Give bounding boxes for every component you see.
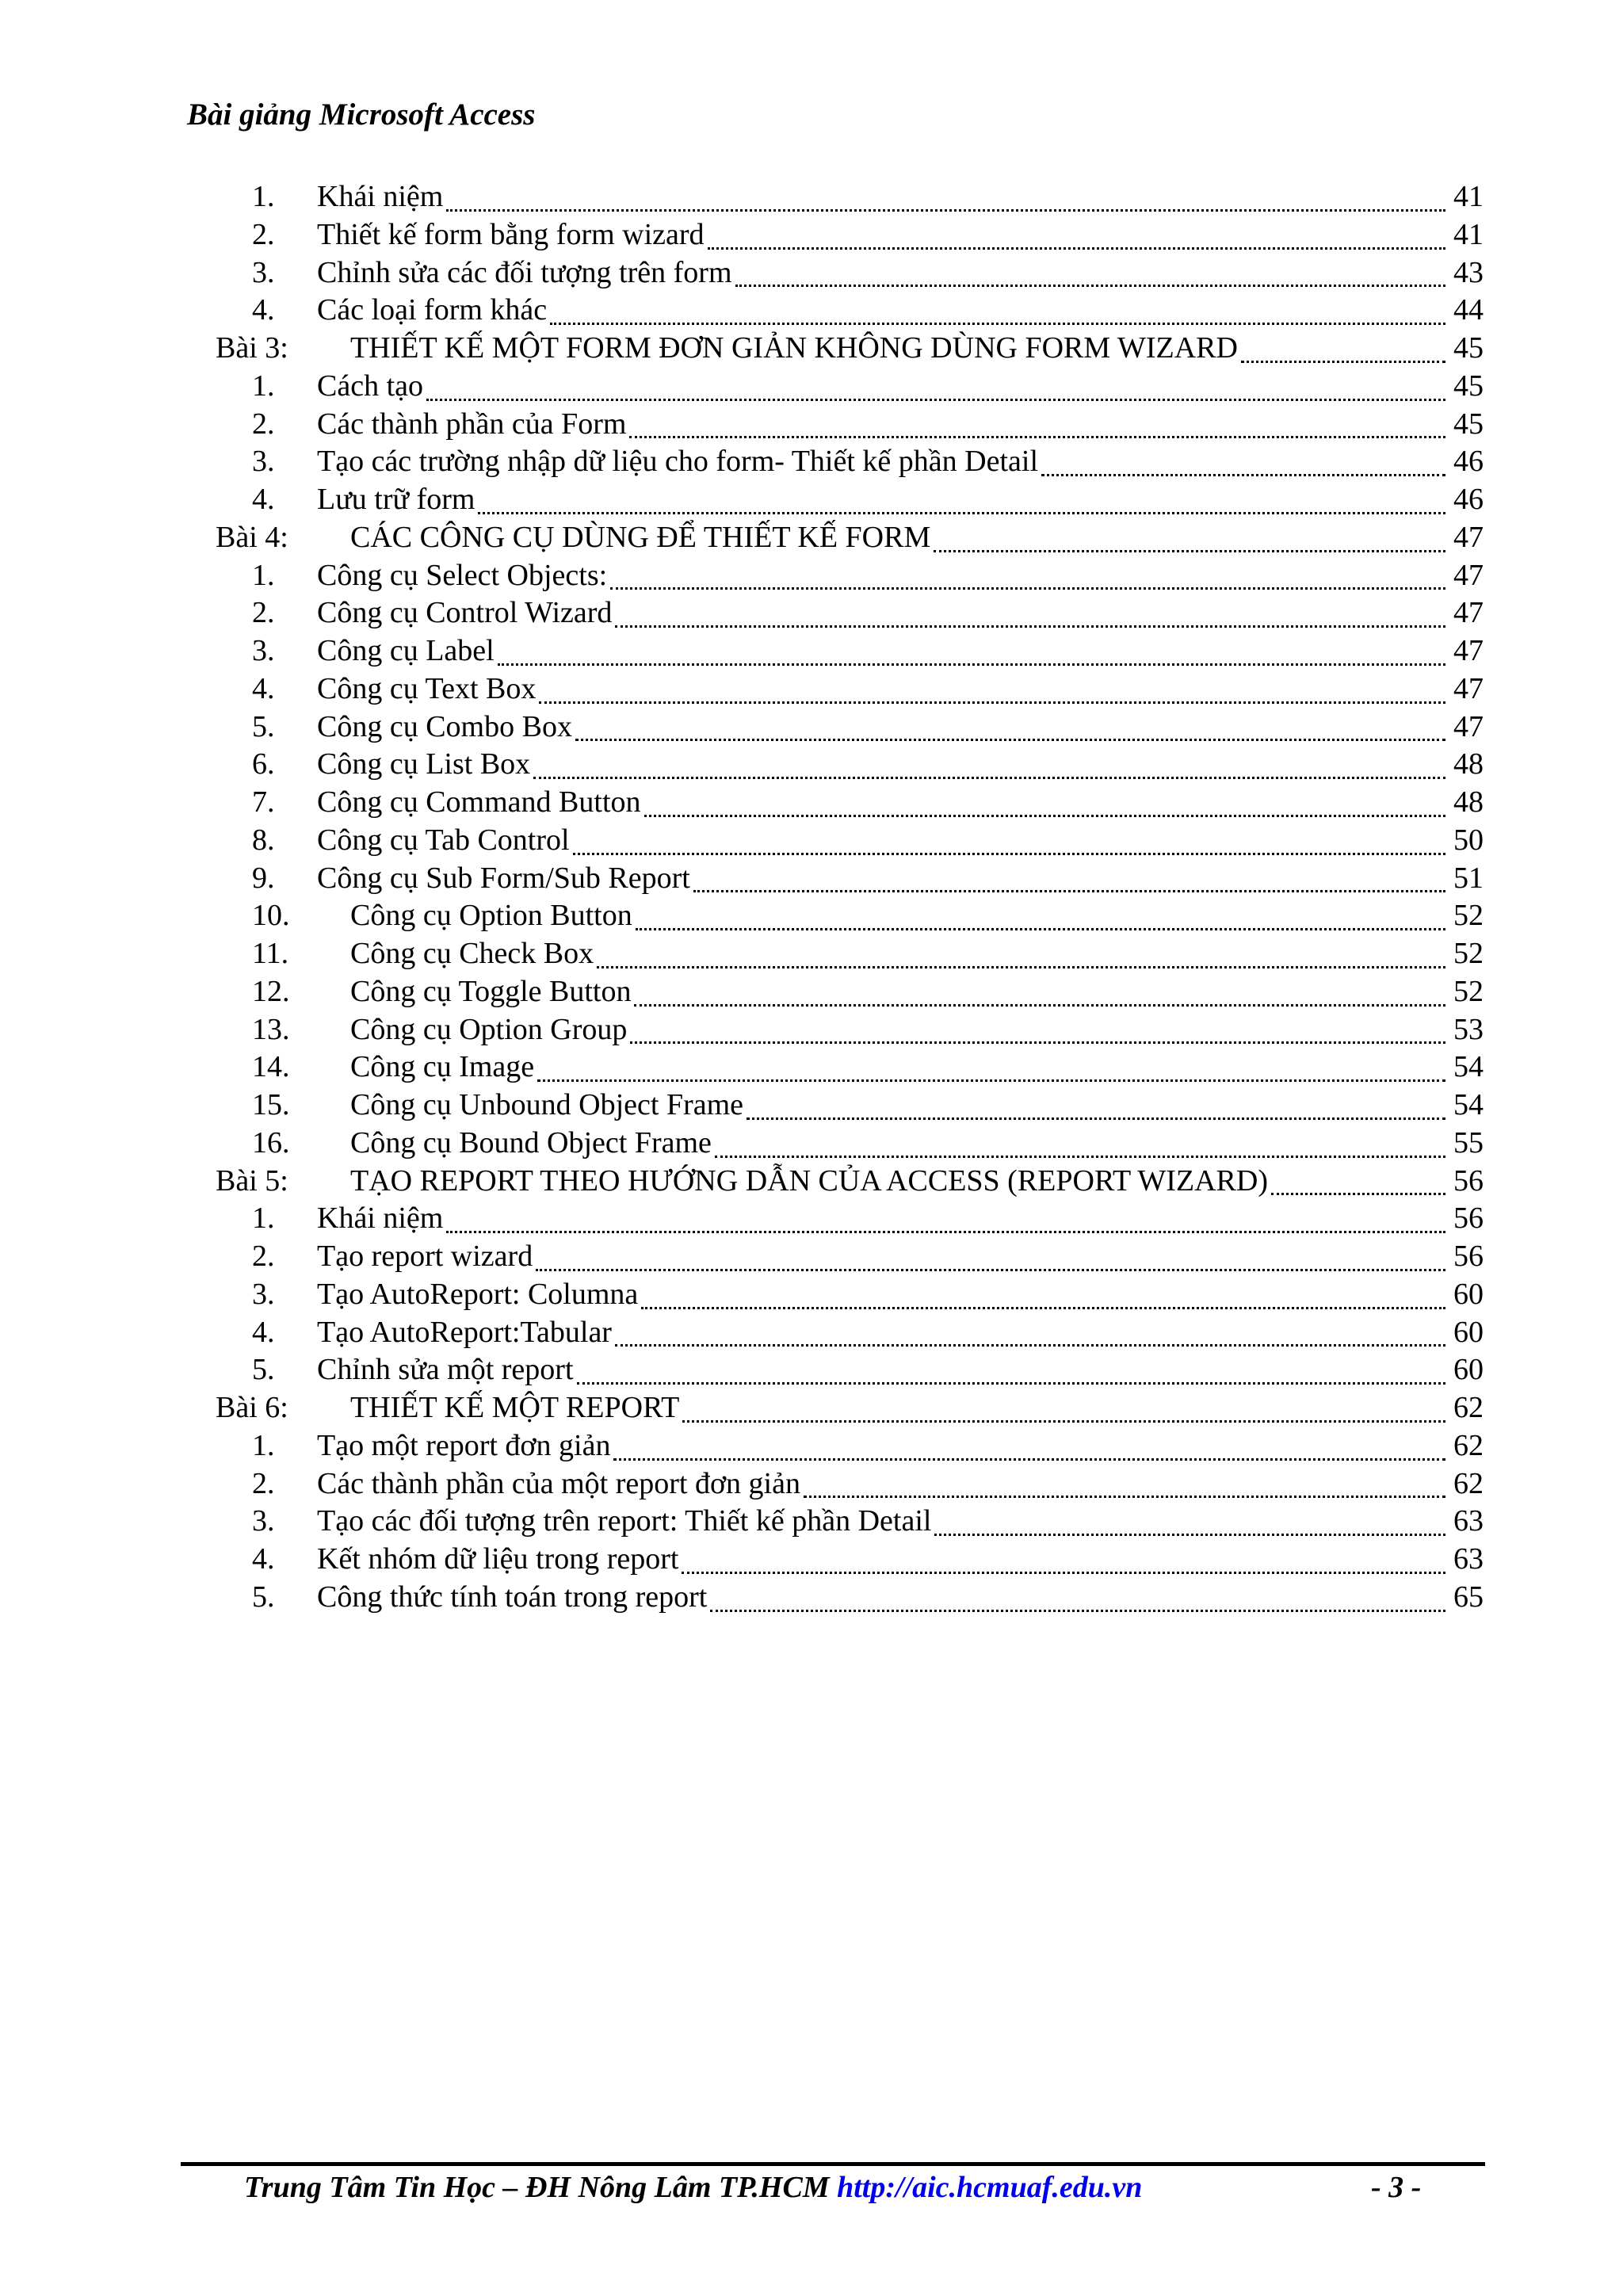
toc-item-row[interactable] <box>216 1427 1484 1465</box>
toc-entry-number: 2. <box>252 1466 275 1500</box>
toc-chapter-row[interactable] <box>216 1389 1484 1427</box>
toc-item-row[interactable] <box>216 368 1484 406</box>
toc-entry-title: Công cụ Select Objects: <box>317 558 608 592</box>
toc-dot-leader <box>1241 330 1445 363</box>
toc-entry-page: 54 <box>1453 1088 1484 1121</box>
toc-item-row[interactable] <box>216 1276 1484 1314</box>
toc-entry-number: 2. <box>252 217 275 251</box>
toc-entry-page: 47 <box>1453 558 1484 592</box>
toc-entry-number: 7. <box>252 785 275 819</box>
toc-dot-leader <box>550 292 1445 325</box>
toc-entry-title: Công cụ Tab Control <box>317 823 570 857</box>
toc-dot-leader <box>536 1239 1445 1271</box>
toc-item-row[interactable] <box>216 254 1484 292</box>
toc-item-row[interactable] <box>216 670 1484 709</box>
toc-dot-leader <box>426 369 1445 401</box>
toc-entry-number: 3. <box>252 634 275 667</box>
toc-entry-number: 4. <box>252 293 275 327</box>
toc-item-row[interactable] <box>216 1049 1484 1087</box>
toc-entry-title: Công cụ Option Button <box>350 899 632 933</box>
table-of-contents <box>216 178 1484 1617</box>
toc-entry-title: Tạo các trường nhập dữ liệu cho form- Thiết kế phần Detail <box>317 445 1038 479</box>
toc-entry-page: 48 <box>1453 747 1484 781</box>
toc-entry-page: 45 <box>1453 331 1484 365</box>
toc-item-row[interactable] <box>216 481 1484 519</box>
toc-entry-number: 10. <box>252 899 290 933</box>
toc-dot-leader <box>615 1314 1445 1347</box>
toc-dot-leader <box>573 823 1445 855</box>
toc-entry-number: Bài 3: <box>216 331 288 365</box>
toc-dot-leader <box>710 1580 1445 1612</box>
toc-dot-leader <box>478 482 1445 514</box>
toc-entry-page: 62 <box>1453 1466 1484 1500</box>
toc-dot-leader <box>747 1087 1445 1120</box>
toc-entry-page: 41 <box>1453 217 1484 251</box>
toc-entry-number: 3. <box>252 1504 275 1538</box>
toc-item-row[interactable] <box>216 1125 1484 1163</box>
toc-entry-page: 45 <box>1453 369 1484 403</box>
toc-entry-title: Chỉnh sửa các đối tượng trên form <box>317 255 732 289</box>
toc-item-row[interactable] <box>216 292 1484 330</box>
toc-entry-title: Các thành phần của một report đơn giản <box>317 1466 800 1500</box>
toc-dot-leader <box>934 520 1445 552</box>
toc-entry-page: 55 <box>1453 1125 1484 1159</box>
toc-entry-title: THIẾT KẾ MỘT REPORT <box>350 1391 680 1424</box>
toc-entry-title: Tạo các đối tượng trên report: Thiết kế phần Detail <box>317 1504 932 1538</box>
toc-entry-page: 44 <box>1453 293 1484 327</box>
toc-dot-leader <box>539 671 1445 704</box>
toc-entry-title: Công cụ Option Group <box>350 1012 628 1046</box>
toc-entry-page: 46 <box>1453 483 1484 516</box>
toc-dot-leader <box>804 1465 1445 1498</box>
toc-dot-leader <box>682 1390 1445 1423</box>
toc-dot-leader <box>715 1125 1445 1158</box>
toc-entry-number: 5. <box>252 709 275 743</box>
toc-entry-title: Tạo một report đơn giản <box>317 1428 611 1462</box>
toc-entry-page: 60 <box>1453 1277 1484 1311</box>
toc-entry-page: 65 <box>1453 1580 1484 1614</box>
toc-item-row[interactable] <box>216 860 1484 898</box>
toc-item-row[interactable] <box>216 1465 1484 1503</box>
toc-entry-page: 51 <box>1453 861 1484 895</box>
toc-item-row[interactable] <box>216 1579 1484 1617</box>
toc-dot-leader <box>693 860 1445 892</box>
toc-dot-leader <box>577 1352 1445 1385</box>
toc-entry-title: Lưu trữ form <box>317 483 475 516</box>
toc-entry-page: 47 <box>1453 634 1484 667</box>
toc-dot-leader <box>533 747 1445 779</box>
toc-entry-page: 45 <box>1453 407 1484 441</box>
toc-entry-number: 4. <box>252 1542 275 1576</box>
toc-dot-leader <box>708 217 1445 250</box>
toc-entry-title: Khái niệm <box>317 1201 444 1236</box>
toc-entry-page: 63 <box>1453 1542 1484 1576</box>
toc-dot-leader <box>630 1011 1445 1044</box>
toc-dot-leader <box>575 709 1445 741</box>
toc-entry-number: 16. <box>252 1125 290 1159</box>
toc-entry-title: Các thành phần của Form <box>317 407 627 441</box>
toc-entry-page: 56 <box>1453 1163 1484 1198</box>
toc-entry-title: Khái niệm <box>317 180 444 213</box>
toc-entry-number: 4. <box>252 1315 275 1349</box>
toc-entry-page: 47 <box>1453 520 1484 554</box>
toc-dot-leader <box>446 179 1445 212</box>
toc-dot-leader <box>1041 444 1445 476</box>
toc-item-row[interactable] <box>216 406 1484 444</box>
toc-entry-title: Tạo AutoReport: Columna <box>317 1277 639 1311</box>
toc-dot-leader <box>644 785 1446 817</box>
toc-entry-title: Công cụ Check Box <box>350 937 594 970</box>
toc-entry-number: 1. <box>252 558 275 592</box>
toc-dot-leader <box>610 557 1445 590</box>
toc-entry-title: Công cụ Combo Box <box>317 709 572 743</box>
toc-entry-page: 47 <box>1453 709 1484 743</box>
toc-entry-number: 3. <box>252 445 275 479</box>
toc-chapter-row[interactable] <box>216 330 1484 368</box>
toc-dot-leader <box>446 1201 1445 1233</box>
toc-entry-title: Công cụ Command Button <box>317 785 641 819</box>
toc-entry-number: 1. <box>252 1428 275 1462</box>
toc-dot-leader <box>641 1277 1445 1309</box>
toc-item-row[interactable] <box>216 973 1484 1011</box>
toc-item-row[interactable] <box>216 557 1484 595</box>
toc-entry-number: 2. <box>252 1240 275 1273</box>
toc-chapter-row[interactable] <box>216 519 1484 557</box>
toc-entry-title: THIẾT KẾ MỘT FORM ĐƠN GIẢN KHÔNG DÙNG FORM WIZARD <box>350 331 1238 365</box>
toc-item-row[interactable] <box>216 1200 1484 1238</box>
toc-entry-number: 13. <box>252 1012 290 1046</box>
toc-entry-number: Bài 5: <box>216 1163 288 1198</box>
toc-entry-page: 46 <box>1453 445 1484 479</box>
toc-entry-title: Kết nhóm dữ liệu trong report <box>317 1542 679 1576</box>
toc-entry-number: 3. <box>252 1277 275 1311</box>
toc-entry-number: 3. <box>252 255 275 289</box>
toc-entry-number: 4. <box>252 483 275 516</box>
toc-entry-title: Công cụ Image <box>350 1050 535 1084</box>
toc-dot-leader <box>934 1503 1445 1536</box>
toc-entry-number: Bài 4: <box>216 520 288 554</box>
toc-item-row[interactable] <box>216 1087 1484 1125</box>
toc-entry-number: 1. <box>252 1201 275 1236</box>
toc-dot-leader <box>682 1541 1445 1574</box>
toc-item-row[interactable] <box>216 443 1484 481</box>
toc-entry-title: Tạo AutoReport:Tabular <box>317 1315 612 1349</box>
footer-url-link[interactable]: http://aic.hcmuaf.edu.vn <box>837 2171 1143 2204</box>
toc-dot-leader <box>498 633 1445 666</box>
toc-entry-title: Công cụ Text Box <box>317 671 537 705</box>
toc-entry-title: Thiết kế form bằng form wizard <box>317 217 705 251</box>
toc-entry-page: 52 <box>1453 937 1484 970</box>
toc-entry-page: 62 <box>1453 1428 1484 1462</box>
toc-entry-number: 1. <box>252 180 275 213</box>
toc-entry-page: 62 <box>1453 1391 1484 1424</box>
toc-entry-number: 4. <box>252 671 275 705</box>
toc-chapter-row[interactable] <box>216 1163 1484 1201</box>
page-header-title: Bài giảng Microsoft Access <box>187 97 536 132</box>
toc-entry-title: Tạo report wizard <box>317 1240 533 1273</box>
toc-entry-page: 63 <box>1453 1504 1484 1538</box>
toc-item-row[interactable] <box>216 784 1484 822</box>
toc-entry-title: Công cụ Toggle Button <box>350 974 632 1008</box>
toc-entry-number: 11. <box>252 937 289 970</box>
toc-item-row[interactable] <box>216 216 1484 254</box>
toc-entry-number: 5. <box>252 1580 275 1614</box>
toc-entry-page: 56 <box>1453 1201 1484 1236</box>
toc-entry-number: Bài 6: <box>216 1391 288 1424</box>
toc-entry-number: 1. <box>252 369 275 403</box>
toc-dot-leader <box>615 595 1445 628</box>
toc-item-row[interactable] <box>216 1238 1484 1276</box>
toc-entry-title: TẠO REPORT THEO HƯỚNG DẪN CỦA ACCESS (REPORT WIZARD) <box>350 1163 1268 1198</box>
toc-item-row[interactable] <box>216 1503 1484 1541</box>
toc-item-row[interactable] <box>216 632 1484 670</box>
toc-entry-page: 43 <box>1453 255 1484 289</box>
toc-item-row[interactable] <box>216 822 1484 860</box>
toc-item-row[interactable] <box>216 178 1484 216</box>
toc-entry-title: Công thức tính toán trong report <box>317 1580 708 1614</box>
toc-dot-leader <box>1271 1163 1445 1195</box>
toc-entry-page: 56 <box>1453 1240 1484 1273</box>
toc-dot-leader <box>597 936 1445 968</box>
toc-entry-number: 14. <box>252 1050 290 1084</box>
toc-entry-number: 12. <box>252 974 290 1008</box>
toc-entry-title: CÁC CÔNG CỤ DÙNG ĐỂ THIẾT KẾ FORM <box>350 520 931 554</box>
toc-dot-leader <box>636 898 1445 930</box>
toc-item-row[interactable] <box>216 1351 1484 1389</box>
toc-entry-number: 2. <box>252 596 275 630</box>
toc-item-row[interactable] <box>216 709 1484 747</box>
page-number: - 3 - <box>1371 2171 1422 2204</box>
toc-dot-leader <box>735 254 1445 287</box>
toc-entry-number: 15. <box>252 1088 290 1121</box>
toc-entry-page: 50 <box>1453 823 1484 857</box>
page-footer <box>244 2170 1433 2205</box>
toc-item-row[interactable] <box>216 897 1484 935</box>
toc-entry-number: 6. <box>252 747 275 781</box>
toc-dot-leader <box>537 1049 1445 1082</box>
toc-entry-page: 48 <box>1453 785 1484 819</box>
toc-entry-page: 47 <box>1453 596 1484 630</box>
toc-entry-page: 60 <box>1453 1315 1484 1349</box>
toc-entry-number: 2. <box>252 407 275 441</box>
toc-entry-title: Công cụ Sub Form/Sub Report <box>317 861 690 895</box>
toc-dot-leader <box>629 406 1445 438</box>
toc-item-row[interactable] <box>216 1011 1484 1049</box>
toc-entry-page: 52 <box>1453 974 1484 1008</box>
toc-entry-page: 52 <box>1453 899 1484 933</box>
toc-item-row[interactable] <box>216 1314 1484 1352</box>
toc-entry-title: Các loại form khác <box>317 293 548 327</box>
toc-entry-title: Chỉnh sửa một report <box>317 1353 574 1387</box>
toc-entry-page: 47 <box>1453 671 1484 705</box>
footer-divider <box>181 2162 1485 2166</box>
toc-entry-page: 41 <box>1453 180 1484 213</box>
toc-item-row[interactable] <box>216 594 1484 632</box>
toc-entry-title: Công cụ Bound Object Frame <box>350 1125 712 1159</box>
toc-entry-title: Công cụ Label <box>317 634 495 667</box>
toc-entry-page: 60 <box>1453 1353 1484 1387</box>
toc-item-row[interactable] <box>216 746 1484 784</box>
toc-item-row[interactable] <box>216 935 1484 973</box>
toc-entry-page: 53 <box>1453 1012 1484 1046</box>
toc-item-row[interactable] <box>216 1541 1484 1579</box>
toc-entry-number: 5. <box>252 1353 275 1387</box>
toc-dot-leader <box>613 1428 1445 1461</box>
toc-entry-title: Công cụ Unbound Object Frame <box>350 1088 744 1121</box>
footer-institution: Trung Tâm Tin Học – ĐH Nông Lâm TP.HCM <box>244 2171 838 2204</box>
toc-entry-page: 54 <box>1453 1050 1484 1084</box>
toc-entry-number: 8. <box>252 823 275 857</box>
toc-entry-title: Công cụ Control Wizard <box>317 596 613 630</box>
toc-entry-title: Công cụ List Box <box>317 747 531 781</box>
toc-dot-leader <box>634 974 1445 1007</box>
toc-entry-number: 9. <box>252 861 275 895</box>
toc-entry-title: Cách tạo <box>317 369 424 403</box>
